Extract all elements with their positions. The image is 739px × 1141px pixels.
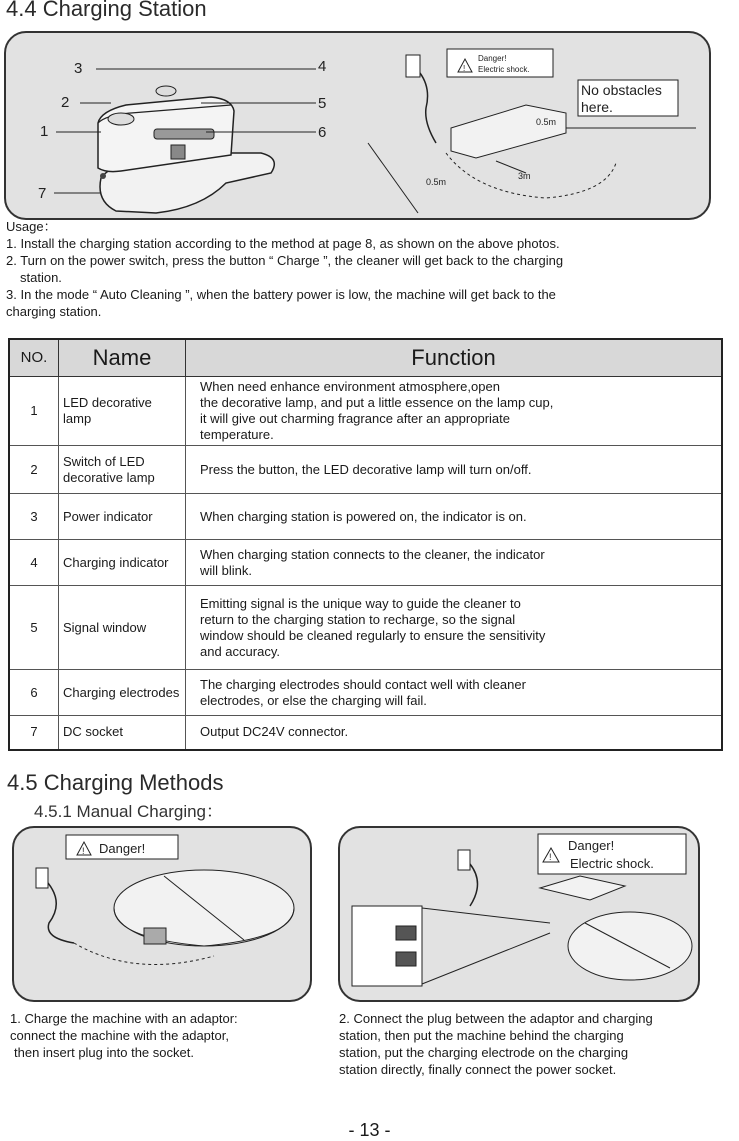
- wall-socket-icon: [406, 55, 420, 77]
- header-no: NO.: [9, 339, 59, 377]
- section-title-4-4: 4.4 Charging Station: [6, 0, 207, 21]
- row-name: Switch of LED decorative lamp: [59, 446, 186, 494]
- table-row: [9, 670, 722, 716]
- function-line: the decorative lamp, and put a little essence on the lamp cup,: [200, 395, 554, 410]
- function-line: it will give out charming fragrance after an appropriate: [200, 411, 510, 426]
- caption-left-line2: connect the machine with the adaptor,: [10, 1028, 229, 1043]
- no-obstacles-line2: here.: [581, 99, 613, 115]
- table-header-row: [9, 339, 722, 377]
- caption-left: [10, 1010, 330, 1061]
- row-function: [186, 540, 723, 586]
- row-number: 1: [9, 377, 59, 446]
- usage-item-2: 2. Turn on the power switch, press the button “ Charge ”, the cleaner will get back to the charging: [6, 253, 564, 268]
- function-line: The charging electrodes should contact well with cleaner: [200, 676, 526, 692]
- charging-station-illustration: [6, 33, 709, 218]
- station-charging-illustration: [340, 828, 698, 1000]
- function-line: When charging station is powered on, the indicator is on.: [200, 508, 527, 524]
- function-line: Press the button, the LED decorative lamp will turn on/off.: [200, 461, 532, 477]
- usage-item-3-cont: charging station.: [6, 304, 102, 319]
- figure-charging-station: [4, 31, 711, 220]
- table-row: [9, 540, 722, 586]
- row-number: 2: [9, 446, 59, 494]
- function-table: [8, 338, 723, 751]
- row-function: [186, 670, 723, 716]
- subsection-title-4-5-1: 4.5.1 Manual Charging：: [34, 802, 224, 821]
- row-number: 5: [9, 586, 59, 670]
- table-body: [9, 377, 722, 750]
- callout-3: 3: [74, 60, 83, 77]
- section-title-4-5: 4.5 Charging Methods: [7, 770, 224, 795]
- usage-item-1: 1. Install the charging station according to the method at page 8, as shown on the above photos.: [6, 236, 560, 251]
- header-function: Function: [186, 339, 723, 377]
- callout-4: 4: [318, 58, 327, 75]
- table-row: [9, 494, 722, 540]
- svg-text:!: !: [82, 846, 85, 856]
- usage-item-2-cont: station.: [20, 270, 62, 285]
- danger-sub: Electric shock.: [478, 65, 530, 74]
- table-row: [9, 446, 722, 494]
- caption-right: [339, 1010, 737, 1078]
- row-function: [186, 716, 723, 750]
- function-line: temperature.: [200, 427, 274, 442]
- danger-title: Danger!: [478, 54, 507, 63]
- table-row: [9, 716, 722, 750]
- function-line: Output DC24V connector.: [200, 724, 349, 740]
- function-line: window should be cleaned regularly to ensure the sensitivity: [200, 627, 546, 643]
- caption-right-line1: 2. Connect the plug between the adaptor and charging: [339, 1011, 653, 1026]
- function-line: and accuracy.: [200, 643, 280, 659]
- distance-label-c: 3m: [518, 171, 531, 181]
- callout-1: 1: [40, 123, 49, 140]
- caption-left-line1: 1. Charge the machine with an adaptor:: [10, 1011, 238, 1026]
- row-number: 7: [9, 716, 59, 750]
- table-row: [9, 377, 722, 446]
- function-line: electrodes, or else the charging will fail.: [200, 692, 427, 708]
- row-name: LED decorative lamp: [59, 377, 186, 446]
- callout-7: 7: [38, 185, 47, 202]
- electrode-zoom-inset: [352, 906, 422, 986]
- distance-label-b: 0.5m: [426, 177, 447, 187]
- function-line: return to the charging station to recharge, so the signal: [200, 611, 516, 627]
- danger-sub: Electric shock.: [570, 856, 654, 871]
- caption-right-line3: station, put the charging electrode on the charging: [339, 1045, 629, 1060]
- row-number: 3: [9, 494, 59, 540]
- function-line: will blink.: [200, 562, 253, 578]
- row-name: Charging electrodes: [59, 670, 186, 716]
- robot-cleaner: [568, 912, 692, 980]
- row-number: 4: [9, 540, 59, 586]
- wall-socket-icon: [458, 850, 470, 870]
- usage-item-3: 3. In the mode “ Auto Cleaning ”, when the battery power is low, the machine will get back to the: [6, 287, 556, 302]
- manual-charging-illustration: [14, 828, 310, 1000]
- row-function: [186, 377, 723, 446]
- danger-title: Danger!: [99, 841, 146, 856]
- figure-station-charging: [338, 826, 700, 1002]
- table-row: [9, 586, 722, 670]
- row-function: [186, 446, 723, 494]
- svg-text:!: !: [549, 852, 552, 862]
- header-name: Name: [59, 339, 186, 377]
- row-name: DC socket: [59, 716, 186, 750]
- caption-right-line2: station, then put the machine behind the charging: [339, 1028, 624, 1043]
- danger-title: Danger!: [568, 838, 615, 853]
- page-number: - 13 -: [348, 1120, 391, 1140]
- usage-heading: Usage：: [6, 219, 57, 234]
- row-name: Power indicator: [59, 494, 186, 540]
- row-function: [186, 586, 723, 670]
- caption-right-line4: station directly, finally connect the power socket.: [339, 1062, 617, 1077]
- row-number: 6: [9, 670, 59, 716]
- usage-text: [6, 218, 736, 320]
- no-obstacles-line1: No obstacles: [581, 82, 662, 98]
- figure-manual-charging: [12, 826, 312, 1002]
- callout-6: 6: [318, 124, 327, 141]
- function-line: Emitting signal is the unique way to guide the cleaner to: [200, 595, 521, 611]
- row-name: Charging indicator: [59, 540, 186, 586]
- callout-5: 5: [318, 95, 327, 112]
- distance-label-a: 0.5m: [536, 117, 557, 127]
- caption-left-line3: then insert plug into the socket.: [14, 1045, 194, 1060]
- row-name: Signal window: [59, 586, 186, 670]
- wall-socket-icon: [36, 868, 48, 888]
- function-line: When need enhance environment atmosphere,open: [200, 379, 500, 394]
- svg-text:!: !: [463, 64, 466, 73]
- callout-2: 2: [61, 94, 70, 111]
- row-function: [186, 494, 723, 540]
- function-line: When charging station connects to the cleaner, the indicator: [200, 546, 545, 562]
